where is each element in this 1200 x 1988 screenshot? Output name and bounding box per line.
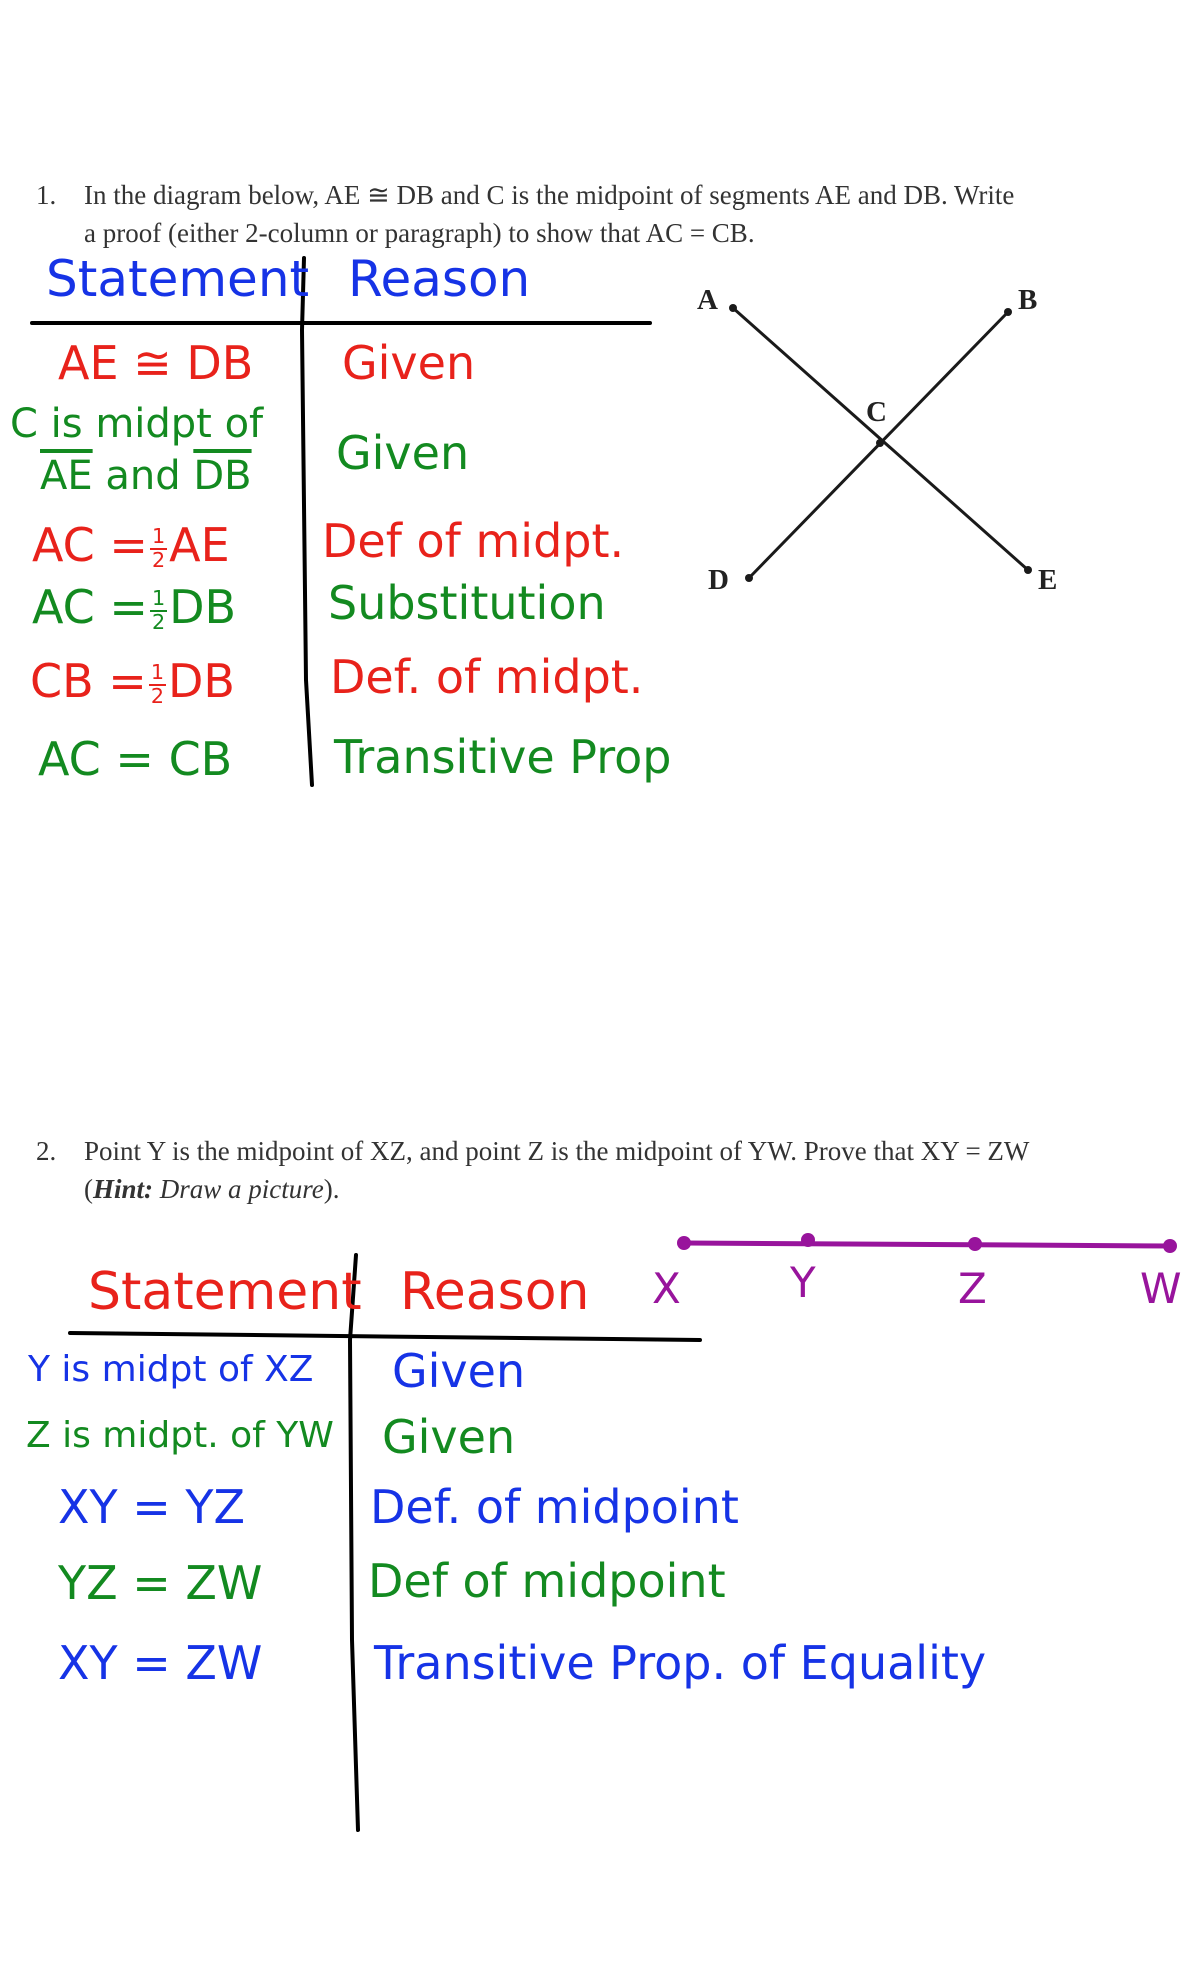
label-y: Y bbox=[790, 1258, 816, 1307]
label-d: D bbox=[708, 564, 729, 596]
problem-2-number: 2. bbox=[36, 1136, 57, 1166]
segment-xw bbox=[684, 1243, 1170, 1246]
p1-reason-5: Def. of midpt. bbox=[330, 650, 644, 704]
p1-reason-3: Def of midpt. bbox=[322, 514, 625, 568]
segment-ae bbox=[733, 308, 1028, 570]
label-z: Z bbox=[958, 1264, 987, 1313]
point-y bbox=[801, 1233, 815, 1247]
point-b bbox=[1004, 308, 1012, 316]
hint-text: Draw a picture bbox=[153, 1174, 324, 1204]
p2-header-statement: Statement bbox=[88, 1262, 362, 1322]
point-z bbox=[968, 1237, 982, 1251]
p1-reason-6: Transitive Prop bbox=[334, 730, 672, 784]
label-w: W bbox=[1140, 1264, 1182, 1313]
p1-reason-4: Substitution bbox=[328, 576, 606, 630]
point-d bbox=[745, 574, 753, 582]
p2-reason-3: Def. of midpoint bbox=[370, 1480, 739, 1534]
p1-statement-4: AC = $\frac{1}{2}$ DB bbox=[32, 580, 237, 634]
p2-statement-5: XY = ZW bbox=[58, 1636, 263, 1690]
p2-statement-4: YZ = ZW bbox=[58, 1556, 263, 1610]
p1-statement-2b: $\overline{AE}$ and $\overline{DB}$ bbox=[40, 453, 252, 499]
p2-statement-1: Y is midpt of XZ bbox=[28, 1349, 314, 1390]
label-e: E bbox=[1038, 564, 1058, 596]
problem-1-line-2: a proof (either 2-column or paragraph) to show that AC = CB. bbox=[84, 218, 755, 248]
point-e bbox=[1024, 566, 1032, 574]
point-c bbox=[876, 439, 884, 447]
p2-reason-5: Transitive Prop. of Equality bbox=[374, 1636, 987, 1690]
p2-table-horizontal-rule bbox=[70, 1333, 700, 1340]
problem-1-number: 1. bbox=[36, 180, 57, 210]
point-w bbox=[1163, 1239, 1177, 1253]
p1-header-reason: Reason bbox=[348, 250, 531, 308]
p2-statement-3: XY = YZ bbox=[58, 1480, 246, 1534]
label-a: A bbox=[697, 284, 718, 316]
hint-label: Hint: bbox=[93, 1174, 154, 1204]
problem-2-line-1: Point Y is the midpoint of XZ, and point Z is the midpoint of YW. Prove that XY = ZW bbox=[84, 1136, 1030, 1166]
p2-header-reason: Reason bbox=[400, 1262, 590, 1322]
point-a bbox=[729, 304, 737, 312]
p1-segment-ae: $\overline{AE}$ bbox=[40, 453, 93, 499]
p1-reason-1: Given bbox=[342, 336, 476, 390]
p1-statement-5: CB = $\frac{1}{2}$ DB bbox=[30, 654, 235, 708]
p1-statement-3: AC = $\frac{1}{2}$ AE bbox=[32, 518, 230, 572]
p1-table-vertical-rule bbox=[302, 258, 312, 785]
p1-statement-1: AE ≅ DB bbox=[58, 336, 254, 390]
p2-reason-2: Given bbox=[382, 1410, 516, 1464]
p2-statement-2: Z is midpt. of YW bbox=[26, 1415, 334, 1456]
problem-1-line-1: In the diagram below, AE ≅ DB and C is the midpoint of segments AE and DB. Write bbox=[84, 180, 1015, 210]
label-c: C bbox=[866, 396, 887, 428]
p2-reason-4: Def of midpoint bbox=[368, 1554, 726, 1608]
p2-reason-1: Given bbox=[392, 1344, 526, 1398]
p2-table-vertical-rule bbox=[350, 1255, 358, 1830]
p1-statement-6: AC = CB bbox=[38, 732, 233, 786]
p1-segment-db: $\overline{DB}$ bbox=[193, 453, 252, 499]
p1-header-statement: Statement bbox=[46, 250, 310, 308]
problem-2-line-2: (Hint: Draw a picture). bbox=[84, 1174, 340, 1204]
p1-statement-2a: C is midpt of bbox=[10, 401, 264, 447]
label-x: X bbox=[652, 1264, 681, 1313]
label-b: B bbox=[1018, 284, 1038, 316]
p1-reason-2: Given bbox=[336, 426, 470, 480]
point-x bbox=[677, 1236, 691, 1250]
